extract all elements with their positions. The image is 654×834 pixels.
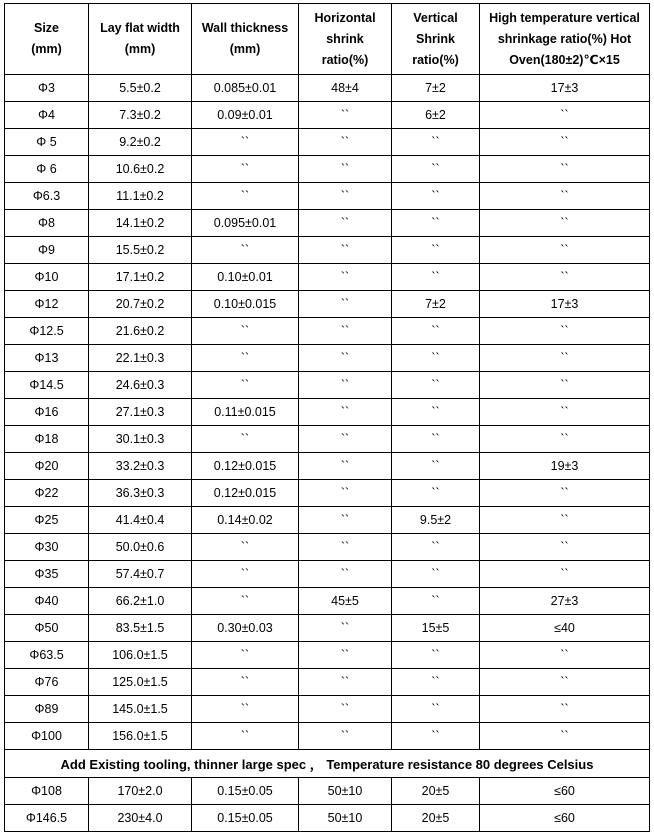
vertical-shrink-cell: `` [392, 588, 480, 615]
lay-flat-width-cell: 20.7±0.2 [89, 291, 192, 318]
wall-thickness-cell: 0.085±0.01 [192, 75, 299, 102]
vertical-shrink-cell: `` [392, 237, 480, 264]
vertical-shrink-cell: `` [392, 696, 480, 723]
vertical-shrink-cell: 7±2 [392, 75, 480, 102]
size-cell: Φ18 [5, 426, 89, 453]
lay-flat-width-cell: 36.3±0.3 [89, 480, 192, 507]
table-row [5, 129, 650, 156]
horizontal-shrink-cell: `` [299, 723, 392, 750]
size-cell: Φ25 [5, 507, 89, 534]
vertical-shrink-cell: `` [392, 210, 480, 237]
table-row [5, 723, 650, 750]
high-temp-shrink-cell: `` [480, 156, 650, 183]
wall-thickness-cell: `` [192, 318, 299, 345]
table-row [5, 805, 650, 832]
size-cell: Φ146.5 [5, 805, 89, 832]
size-cell: Φ14.5 [5, 372, 89, 399]
horizontal-shrink-cell: `` [299, 426, 392, 453]
size-cell: Φ63.5 [5, 642, 89, 669]
table-row [5, 372, 650, 399]
horizontal-shrink-cell: `` [299, 480, 392, 507]
size-cell: Φ40 [5, 588, 89, 615]
table-row [5, 453, 650, 480]
high-temp-shrink-cell: 17±3 [480, 75, 650, 102]
wall-thickness-cell: 0.15±0.05 [192, 778, 299, 805]
vertical-shrink-cell: `` [392, 183, 480, 210]
horizontal-shrink-cell: `` [299, 453, 392, 480]
horizontal-shrink-cell: `` [299, 615, 392, 642]
vertical-shrink-cell: `` [392, 453, 480, 480]
header-lay-flat-width: Lay flat width (mm) [89, 4, 192, 75]
table-row [5, 102, 650, 129]
spec-table-container [4, 3, 650, 832]
size-cell: Φ100 [5, 723, 89, 750]
table-row [5, 561, 650, 588]
vertical-shrink-cell: `` [392, 372, 480, 399]
header-high-temp-shrink: High temperature vertical shrinkage ratio(%) Hot Oven(180±2)℃×15 [480, 4, 650, 75]
table-row [5, 237, 650, 264]
lay-flat-width-cell: 15.5±0.2 [89, 237, 192, 264]
table-row [5, 183, 650, 210]
wall-thickness-cell: `` [192, 345, 299, 372]
table-row [5, 399, 650, 426]
horizontal-shrink-cell: 45±5 [299, 588, 392, 615]
wall-thickness-cell: 0.10±0.015 [192, 291, 299, 318]
header-vertical-shrink: Vertical Shrink ratio(%) [392, 4, 480, 75]
vertical-shrink-cell: 15±5 [392, 615, 480, 642]
high-temp-shrink-cell: `` [480, 345, 650, 372]
tooling-note: Add Existing tooling, thinner large spec ， Temperature resistance 80 degrees Celsius [5, 750, 650, 778]
high-temp-shrink-cell: ≤40 [480, 615, 650, 642]
vertical-shrink-cell: 20±5 [392, 778, 480, 805]
table-row [5, 264, 650, 291]
high-temp-shrink-cell: ≤60 [480, 805, 650, 832]
vertical-shrink-cell: `` [392, 129, 480, 156]
wall-thickness-cell: 0.15±0.05 [192, 805, 299, 832]
high-temp-shrink-cell: `` [480, 318, 650, 345]
lay-flat-width-cell: 30.1±0.3 [89, 426, 192, 453]
lay-flat-width-cell: 33.2±0.3 [89, 453, 192, 480]
table-row [5, 75, 650, 102]
lay-flat-width-cell: 10.6±0.2 [89, 156, 192, 183]
high-temp-shrink-cell: `` [480, 507, 650, 534]
wall-thickness-cell: 0.12±0.015 [192, 453, 299, 480]
table-row [5, 696, 650, 723]
size-cell: Φ13 [5, 345, 89, 372]
size-cell: Φ20 [5, 453, 89, 480]
horizontal-shrink-cell: `` [299, 372, 392, 399]
lay-flat-width-cell: 156.0±1.5 [89, 723, 192, 750]
lay-flat-width-cell: 24.6±0.3 [89, 372, 192, 399]
horizontal-shrink-cell: `` [299, 264, 392, 291]
wall-thickness-cell: 0.11±0.015 [192, 399, 299, 426]
wall-thickness-cell: `` [192, 156, 299, 183]
lay-flat-width-cell: 17.1±0.2 [89, 264, 192, 291]
shrink-tube-spec-table [4, 3, 650, 832]
wall-thickness-cell: `` [192, 372, 299, 399]
size-cell: Φ12 [5, 291, 89, 318]
lay-flat-width-cell: 27.1±0.3 [89, 399, 192, 426]
lay-flat-width-cell: 83.5±1.5 [89, 615, 192, 642]
high-temp-shrink-cell: 19±3 [480, 453, 650, 480]
wall-thickness-cell: `` [192, 588, 299, 615]
size-cell: Φ16 [5, 399, 89, 426]
table-row [5, 480, 650, 507]
vertical-shrink-cell: `` [392, 399, 480, 426]
vertical-shrink-cell: `` [392, 264, 480, 291]
lay-flat-width-cell: 50.0±0.6 [89, 534, 192, 561]
vertical-shrink-cell: `` [392, 426, 480, 453]
lay-flat-width-cell: 106.0±1.5 [89, 642, 192, 669]
wall-thickness-cell: `` [192, 237, 299, 264]
horizontal-shrink-cell: `` [299, 318, 392, 345]
lay-flat-width-cell: 5.5±0.2 [89, 75, 192, 102]
lay-flat-width-cell: 57.4±0.7 [89, 561, 192, 588]
size-cell: Φ4 [5, 102, 89, 129]
size-cell: Φ108 [5, 778, 89, 805]
size-cell: Φ30 [5, 534, 89, 561]
table-row [5, 615, 650, 642]
lay-flat-width-cell: 11.1±0.2 [89, 183, 192, 210]
high-temp-shrink-cell: `` [480, 534, 650, 561]
wall-thickness-cell: `` [192, 561, 299, 588]
horizontal-shrink-cell: `` [299, 345, 392, 372]
high-temp-shrink-cell: `` [480, 480, 650, 507]
lay-flat-width-cell: 125.0±1.5 [89, 669, 192, 696]
lay-flat-width-cell: 7.3±0.2 [89, 102, 192, 129]
horizontal-shrink-cell: `` [299, 507, 392, 534]
vertical-shrink-cell: 6±2 [392, 102, 480, 129]
table-row [5, 345, 650, 372]
size-cell: Φ8 [5, 210, 89, 237]
table-row [5, 318, 650, 345]
table-row [5, 210, 650, 237]
vertical-shrink-cell: `` [392, 642, 480, 669]
horizontal-shrink-cell: `` [299, 237, 392, 264]
wall-thickness-cell: 0.09±0.01 [192, 102, 299, 129]
vertical-shrink-cell: `` [392, 561, 480, 588]
size-cell: Φ10 [5, 264, 89, 291]
horizontal-shrink-cell: `` [299, 642, 392, 669]
horizontal-shrink-cell: `` [299, 102, 392, 129]
horizontal-shrink-cell: `` [299, 696, 392, 723]
horizontal-shrink-cell: `` [299, 129, 392, 156]
wall-thickness-cell: 0.30±0.03 [192, 615, 299, 642]
high-temp-shrink-cell: `` [480, 129, 650, 156]
high-temp-shrink-cell: `` [480, 642, 650, 669]
wall-thickness-cell: `` [192, 129, 299, 156]
wall-thickness-cell: 0.095±0.01 [192, 210, 299, 237]
table-row [5, 669, 650, 696]
wall-thickness-cell: `` [192, 534, 299, 561]
high-temp-shrink-cell: `` [480, 669, 650, 696]
table-row [5, 291, 650, 318]
lay-flat-width-cell: 9.2±0.2 [89, 129, 192, 156]
wall-thickness-cell: 0.14±0.02 [192, 507, 299, 534]
size-cell: Φ6.3 [5, 183, 89, 210]
horizontal-shrink-cell: `` [299, 183, 392, 210]
horizontal-shrink-cell: `` [299, 210, 392, 237]
high-temp-shrink-cell: `` [480, 210, 650, 237]
high-temp-shrink-cell: `` [480, 723, 650, 750]
header-wall-thickness: Wall thickness (mm) [192, 4, 299, 75]
high-temp-shrink-cell: `` [480, 264, 650, 291]
table-row [5, 588, 650, 615]
table-row [5, 778, 650, 805]
size-cell: Φ35 [5, 561, 89, 588]
horizontal-shrink-cell: `` [299, 561, 392, 588]
high-temp-shrink-cell: 27±3 [480, 588, 650, 615]
table-row [5, 507, 650, 534]
horizontal-shrink-cell: 50±10 [299, 778, 392, 805]
high-temp-shrink-cell: `` [480, 426, 650, 453]
lay-flat-width-cell: 170±2.0 [89, 778, 192, 805]
lay-flat-width-cell: 66.2±1.0 [89, 588, 192, 615]
table-row [5, 534, 650, 561]
high-temp-shrink-cell: `` [480, 399, 650, 426]
size-cell: Φ 6 [5, 156, 89, 183]
vertical-shrink-cell: 9.5±2 [392, 507, 480, 534]
vertical-shrink-cell: `` [392, 669, 480, 696]
lay-flat-width-cell: 22.1±0.3 [89, 345, 192, 372]
wall-thickness-cell: `` [192, 642, 299, 669]
vertical-shrink-cell: `` [392, 723, 480, 750]
size-cell: Φ 5 [5, 129, 89, 156]
size-cell: Φ50 [5, 615, 89, 642]
high-temp-shrink-cell: `` [480, 696, 650, 723]
horizontal-shrink-cell: `` [299, 669, 392, 696]
header-row [5, 4, 650, 75]
high-temp-shrink-cell: ≤60 [480, 778, 650, 805]
lay-flat-width-cell: 21.6±0.2 [89, 318, 192, 345]
header-horizontal-shrink: Horizontal shrink ratio(%) [299, 4, 392, 75]
high-temp-shrink-cell: `` [480, 183, 650, 210]
note-row [5, 750, 650, 778]
wall-thickness-cell: 0.10±0.01 [192, 264, 299, 291]
size-cell: Φ22 [5, 480, 89, 507]
header-size: Size (mm) [5, 4, 89, 75]
wall-thickness-cell: `` [192, 723, 299, 750]
high-temp-shrink-cell: `` [480, 372, 650, 399]
vertical-shrink-cell: `` [392, 345, 480, 372]
size-cell: Φ9 [5, 237, 89, 264]
high-temp-shrink-cell: `` [480, 561, 650, 588]
table-row [5, 426, 650, 453]
lay-flat-width-cell: 41.4±0.4 [89, 507, 192, 534]
table-body [5, 75, 650, 832]
vertical-shrink-cell: `` [392, 534, 480, 561]
horizontal-shrink-cell: `` [299, 156, 392, 183]
vertical-shrink-cell: 20±5 [392, 805, 480, 832]
wall-thickness-cell: 0.12±0.015 [192, 480, 299, 507]
table-row [5, 156, 650, 183]
size-cell: Φ12.5 [5, 318, 89, 345]
horizontal-shrink-cell: `` [299, 534, 392, 561]
table-row [5, 642, 650, 669]
horizontal-shrink-cell: `` [299, 291, 392, 318]
lay-flat-width-cell: 230±4.0 [89, 805, 192, 832]
horizontal-shrink-cell: 50±10 [299, 805, 392, 832]
high-temp-shrink-cell: `` [480, 102, 650, 129]
size-cell: Φ89 [5, 696, 89, 723]
wall-thickness-cell: `` [192, 696, 299, 723]
vertical-shrink-cell: `` [392, 156, 480, 183]
wall-thickness-cell: `` [192, 426, 299, 453]
horizontal-shrink-cell: `` [299, 399, 392, 426]
wall-thickness-cell: `` [192, 183, 299, 210]
wall-thickness-cell: `` [192, 669, 299, 696]
high-temp-shrink-cell: `` [480, 237, 650, 264]
vertical-shrink-cell: `` [392, 318, 480, 345]
high-temp-shrink-cell: 17±3 [480, 291, 650, 318]
size-cell: Φ76 [5, 669, 89, 696]
lay-flat-width-cell: 145.0±1.5 [89, 696, 192, 723]
size-cell: Φ3 [5, 75, 89, 102]
vertical-shrink-cell: `` [392, 480, 480, 507]
vertical-shrink-cell: 7±2 [392, 291, 480, 318]
lay-flat-width-cell: 14.1±0.2 [89, 210, 192, 237]
horizontal-shrink-cell: 48±4 [299, 75, 392, 102]
